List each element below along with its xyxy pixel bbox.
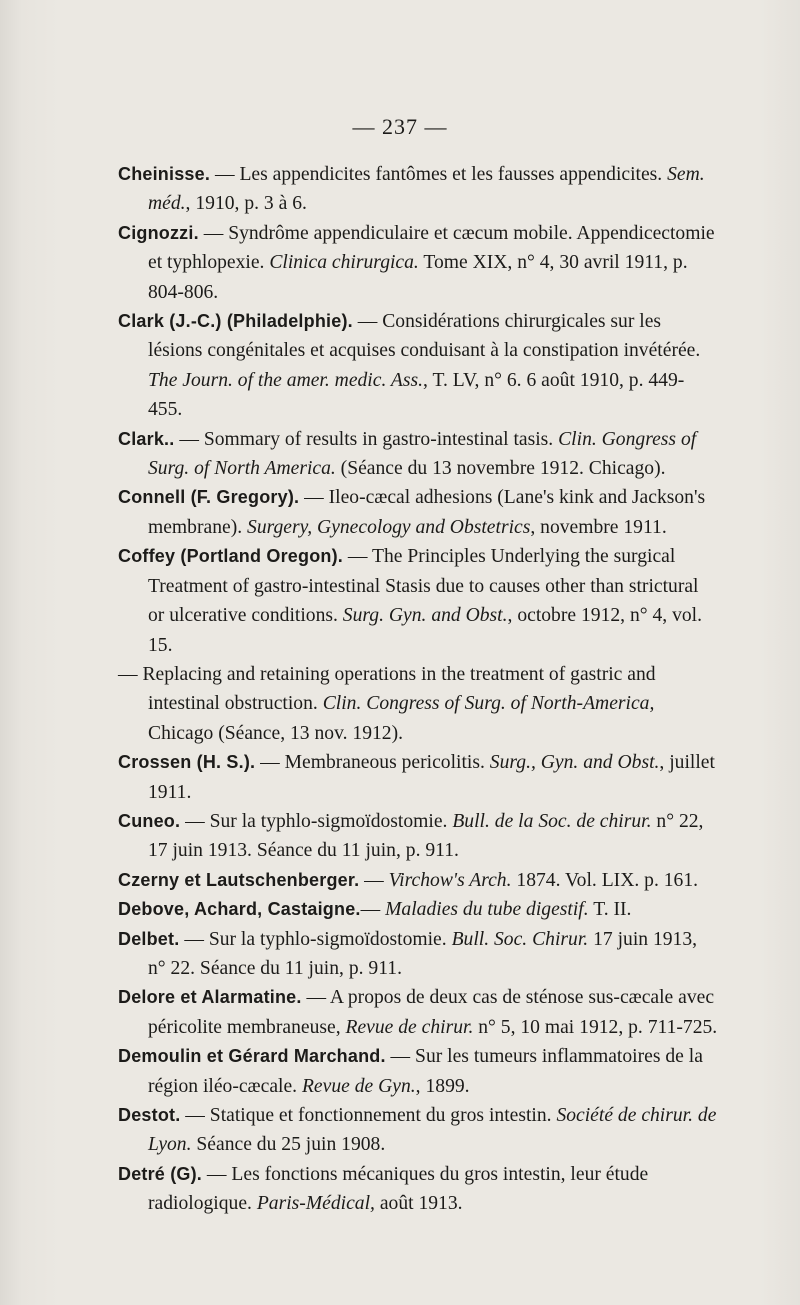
entry-source: Surgery, Gynecology and Obstetrics bbox=[247, 516, 531, 538]
entry-text: — A propos de deux cas de sténose sus-cæcale avec péricolite membraneuse, bbox=[148, 987, 715, 1038]
entry-details: août 1913. bbox=[374, 1193, 463, 1215]
entry-details: , novembre 1911. bbox=[530, 516, 667, 538]
bibliography-entry bbox=[118, 895, 718, 924]
bibliography-entry bbox=[118, 983, 718, 1042]
bibliography-entry bbox=[118, 160, 718, 219]
entry-details: T. II. bbox=[588, 899, 632, 921]
entry-source: Bull. Soc. Chirur. bbox=[451, 928, 589, 950]
entry-text: — Ileo-cæcal adhesions (Lane's kink and Jackson's membrane). bbox=[148, 487, 706, 538]
entry-details: , T. LV, n° 6. 6 août 1910, p. 449-455. bbox=[148, 369, 685, 421]
entry-source: Revue de Gyn. bbox=[301, 1075, 416, 1097]
entry-text: — Sommary of results in gastro-intestinal tasis. bbox=[174, 428, 559, 450]
entry-details: , octobre 1912, n° 4, vol. 15. bbox=[148, 605, 703, 656]
bibliography-entry bbox=[118, 1101, 718, 1160]
entry-source: Surg. Gyn. and Obst. bbox=[342, 605, 508, 627]
entry-details: (Séance du 13 novembre 1912. Chicago). bbox=[335, 458, 666, 480]
entry-details: Tome XIX, n° 4, 30 avril 1911, p. 804-806. bbox=[148, 252, 688, 303]
entry-author: Clark (J.-C.) (Philadelphie). bbox=[118, 311, 353, 332]
entry-author: Delore et Alarmatine. bbox=[118, 987, 302, 1008]
entry-text: — Les appendicites fantômes et les fausses appendicites. bbox=[210, 164, 668, 185]
bibliography-entry bbox=[118, 425, 718, 484]
entry-text: — Sur la typhlo-sigmoïdostomie. bbox=[180, 810, 453, 832]
entry-author: Czerny et Lautschenberger. bbox=[118, 869, 360, 890]
entry-details: , juillet 1911. bbox=[148, 752, 715, 803]
entry-author: Destot. bbox=[118, 1105, 181, 1125]
bibliography-entry bbox=[118, 219, 718, 307]
entry-text: — The Principles Underlying the surgical Treatment of gastro-intestinal Stasis due to causes other than strictural or ulcerative conditions. bbox=[148, 546, 699, 627]
entry-source: Clin. Gongress of Surg. of North America. bbox=[148, 428, 697, 480]
entry-author: Crossen (H. S.). bbox=[118, 752, 256, 773]
bibliography-entry bbox=[118, 660, 718, 748]
bibliography-entry bbox=[118, 807, 718, 866]
entry-source: Virchow's Arch. bbox=[388, 869, 512, 891]
entry-text: — bbox=[359, 869, 389, 891]
entry-author: Cuneo. bbox=[118, 810, 181, 831]
entry-text: — Sur les tumeurs inflammatoires de la région iléo-cæcale. bbox=[148, 1046, 703, 1097]
bibliography-entry bbox=[118, 866, 718, 895]
entry-details: Séance du 25 juin 1908. bbox=[191, 1134, 386, 1156]
entry-source: Sem. méd. bbox=[148, 164, 705, 215]
entry-details: 1874. Vol. LIX. p. 161. bbox=[511, 869, 699, 891]
entry-source: Paris-Médical, bbox=[256, 1193, 375, 1215]
entry-text: — Syndrôme appendiculaire et cæcum mobile. Appendicectomie et typhlopexie. bbox=[148, 222, 715, 274]
entry-author: Delbet. bbox=[118, 928, 180, 949]
entry-source: Société de chirur. de Lyon. bbox=[148, 1105, 717, 1156]
bibliography-entry bbox=[118, 307, 718, 425]
bibliography-entry bbox=[118, 483, 718, 542]
entry-details: n° 5, 10 mai 1912, p. 711-725. bbox=[473, 1016, 718, 1038]
entry-author: Cignozzi. bbox=[118, 222, 199, 243]
entry-details: , 1899. bbox=[415, 1075, 470, 1097]
entry-source: Clinica chirurgica. bbox=[269, 252, 419, 274]
entry-details: , 1910, p. 3 à 6. bbox=[185, 193, 307, 215]
entry-author: Demoulin et Gérard Marchand. bbox=[118, 1046, 386, 1067]
bibliography-entry bbox=[118, 1160, 718, 1219]
bibliography-list bbox=[118, 160, 718, 1219]
entry-author: Clark.. bbox=[118, 428, 175, 449]
bibliography-entry bbox=[118, 1042, 718, 1101]
page-number: — 237 — bbox=[352, 114, 448, 139]
entry-details: 17 juin 1913, n° 22. Séance du 11 juin, p. 911. bbox=[148, 928, 698, 979]
entry-text: — Statique et fonctionnement du gros intestin. bbox=[180, 1105, 557, 1126]
entry-text: — bbox=[360, 899, 386, 921]
entry-text: — Membraneous pericolitis. bbox=[255, 752, 490, 774]
entry-source: Bull. de la Soc. de chirur. bbox=[452, 810, 652, 832]
entry-source: Maladies du tube digestif. bbox=[385, 899, 589, 921]
entry-text: — Replacing and retaining operations in the treatment of gastric and intestinal obstruction. bbox=[118, 663, 656, 715]
entry-source: The Journ. of the amer. medic. Ass. bbox=[148, 369, 424, 391]
bibliography-entry bbox=[118, 748, 718, 807]
entry-text: — Considérations chirurgicales sur les lésions congénitales et acquises conduisant à la constipation invétérée. bbox=[148, 311, 701, 362]
entry-text: — Les fonctions mécaniques du gros intestin, leur étude radiologique. bbox=[148, 1163, 649, 1215]
bibliography-entry bbox=[118, 542, 718, 660]
entry-source: Revue de chirur. bbox=[345, 1016, 474, 1038]
bibliography-entry bbox=[118, 925, 718, 984]
entry-source: Clin. Congress of Surg. of North-America, bbox=[322, 693, 655, 715]
entry-text: — Sur la typhlo-sigmoïdostomie. bbox=[179, 928, 452, 950]
entry-details: Chicago (Séance, 13 nov. 1912). bbox=[148, 722, 404, 744]
entry-author: Detré (G). bbox=[118, 1163, 203, 1184]
entry-author: Connell (F. Gregory). bbox=[118, 487, 300, 508]
entry-source: Surg., Gyn. and Obst. bbox=[489, 752, 660, 774]
entry-author: Coffey (Portland Oregon). bbox=[118, 546, 343, 567]
entry-author: Debove, Achard, Castaigne. bbox=[118, 899, 361, 920]
entry-author: Cheinisse. bbox=[118, 164, 211, 184]
entry-details: n° 22, 17 juin 1913. Séance du 11 juin, p. 911. bbox=[148, 810, 704, 862]
